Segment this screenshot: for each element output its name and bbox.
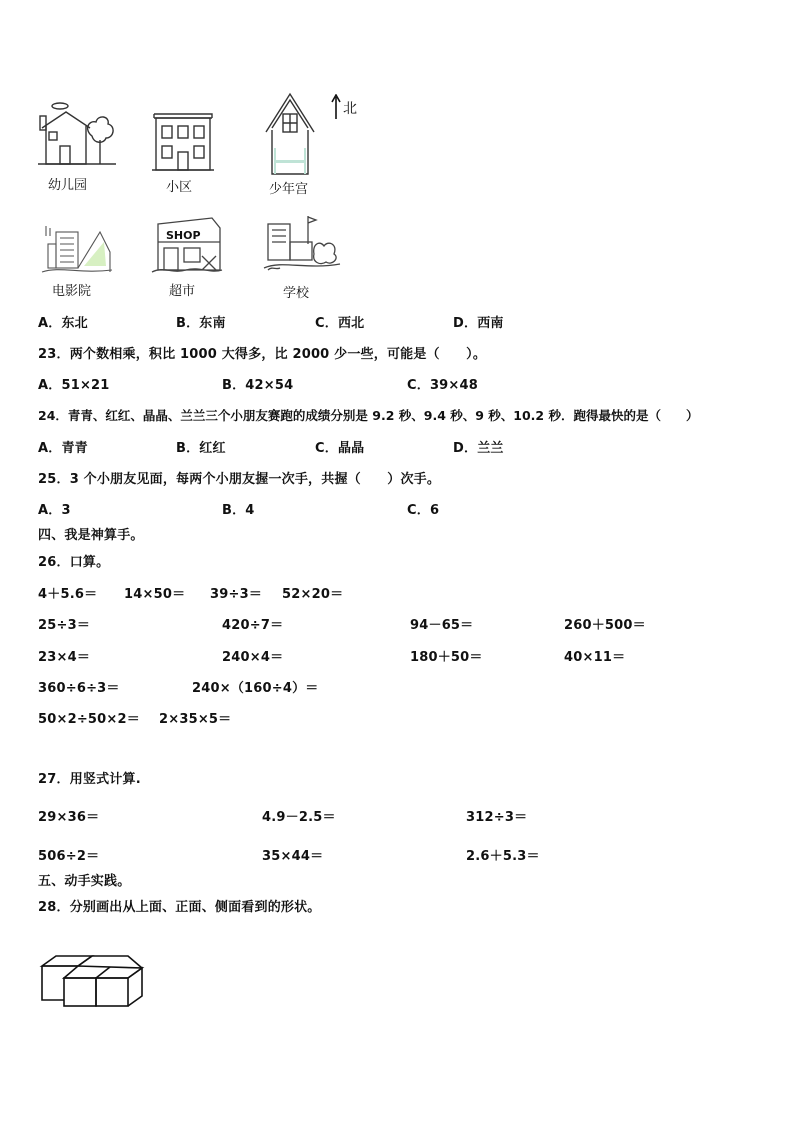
cubes-figure bbox=[38, 954, 146, 1008]
q23-option-a: A．51×21 bbox=[38, 378, 110, 393]
community-building-icon bbox=[150, 112, 216, 172]
q24-option-c: C．晶晶 bbox=[315, 441, 365, 456]
school-icon bbox=[262, 214, 342, 278]
q22-option-c: C．西北 bbox=[315, 316, 365, 331]
q23-stem: 23．两个数相乘，积比 1000 大得多，比 2000 少一些，可能是（ ）。 bbox=[38, 347, 487, 362]
q25-stem: 25．3 个小朋友见面，每两个小朋友握一次手，共握（ ）次手。 bbox=[38, 472, 441, 487]
q25-option-b: B．4 bbox=[222, 503, 255, 518]
q24-option-d: D．兰兰 bbox=[453, 441, 504, 456]
q26-r3-c4: 40×11＝ bbox=[564, 650, 626, 665]
q26-r1-c1: 4＋5.6＝ bbox=[38, 587, 98, 602]
section-5-title: 五、动手实践。 bbox=[38, 874, 131, 889]
q27-r2-c3: 2.6＋5.3＝ bbox=[466, 849, 540, 864]
q25-option-c: C．6 bbox=[407, 503, 440, 518]
q22-option-a: A．东北 bbox=[38, 316, 88, 331]
q26-r5-c2: 2×35×5＝ bbox=[159, 712, 232, 727]
q27-r1-c3: 312÷3＝ bbox=[466, 810, 528, 825]
shop-sign: SHOP bbox=[166, 229, 201, 242]
q24-option-b: B．红红 bbox=[176, 441, 226, 456]
q26-r4-c1: 360÷6÷3＝ bbox=[38, 681, 120, 696]
north-arrow-icon bbox=[330, 94, 342, 120]
q27-r1-c2: 4.9－2.5＝ bbox=[262, 810, 336, 825]
q26-r2-c1: 25÷3＝ bbox=[38, 618, 91, 633]
q26-r4-c2: 240×（160÷4）＝ bbox=[192, 681, 319, 696]
q26-title: 26．口算。 bbox=[38, 555, 110, 570]
cinema-label: 电影院 bbox=[52, 284, 92, 299]
q26-r2-c3: 94－65＝ bbox=[410, 618, 474, 633]
q27-r2-c1: 506÷2＝ bbox=[38, 849, 100, 864]
q27-r2-c2: 35×44＝ bbox=[262, 849, 324, 864]
cinema-icon bbox=[40, 222, 114, 278]
kindergarten-icon bbox=[36, 100, 118, 170]
q28-stem: 28．分别画出从上面、正面、侧面看到的形状。 bbox=[38, 900, 321, 915]
supermarket-label: 超市 bbox=[169, 284, 196, 299]
q26-r1-c4: 52×20＝ bbox=[282, 587, 344, 602]
q26-r3-c2: 240×4＝ bbox=[222, 650, 284, 665]
q27-title: 27．用竖式计算. bbox=[38, 772, 141, 787]
youth-palace-label: 少年宫 bbox=[269, 182, 309, 197]
section-4-title: 四、我是神算手。 bbox=[38, 528, 144, 543]
q26-r2-c4: 260＋500＝ bbox=[564, 618, 646, 633]
q26-r5-c1: 50×2÷50×2＝ bbox=[38, 712, 140, 727]
school-label: 学校 bbox=[283, 286, 310, 301]
q26-r3-c3: 180＋50＝ bbox=[410, 650, 483, 665]
q22-option-d: D．西南 bbox=[453, 316, 504, 331]
q24-option-a: A．青青 bbox=[38, 441, 88, 456]
supermarket-icon bbox=[150, 214, 224, 276]
community-label: 小区 bbox=[166, 180, 193, 195]
q26-r3-c1: 23×4＝ bbox=[38, 650, 91, 665]
q26-r2-c2: 420÷7＝ bbox=[222, 618, 284, 633]
q23-option-c: C．39×48 bbox=[407, 378, 479, 393]
kindergarten-label: 幼儿园 bbox=[48, 178, 88, 193]
q26-r1-c3: 39÷3＝ bbox=[210, 587, 263, 602]
youth-palace-icon bbox=[262, 92, 318, 176]
q23-option-b: B．42×54 bbox=[222, 378, 294, 393]
north-label: 北 bbox=[343, 101, 357, 117]
q26-r1-c2: 14×50＝ bbox=[124, 587, 186, 602]
q22-option-b: B．东南 bbox=[176, 316, 226, 331]
q27-r1-c1: 29×36＝ bbox=[38, 810, 100, 825]
q25-option-a: A．3 bbox=[38, 503, 71, 518]
q24-stem: 24．青青、红红、晶晶、兰兰三个小朋友赛跑的成绩分别是 9.2 秒、9.4 秒、9 秒、10.2 秒．跑得最快的是（ ） bbox=[38, 408, 699, 423]
